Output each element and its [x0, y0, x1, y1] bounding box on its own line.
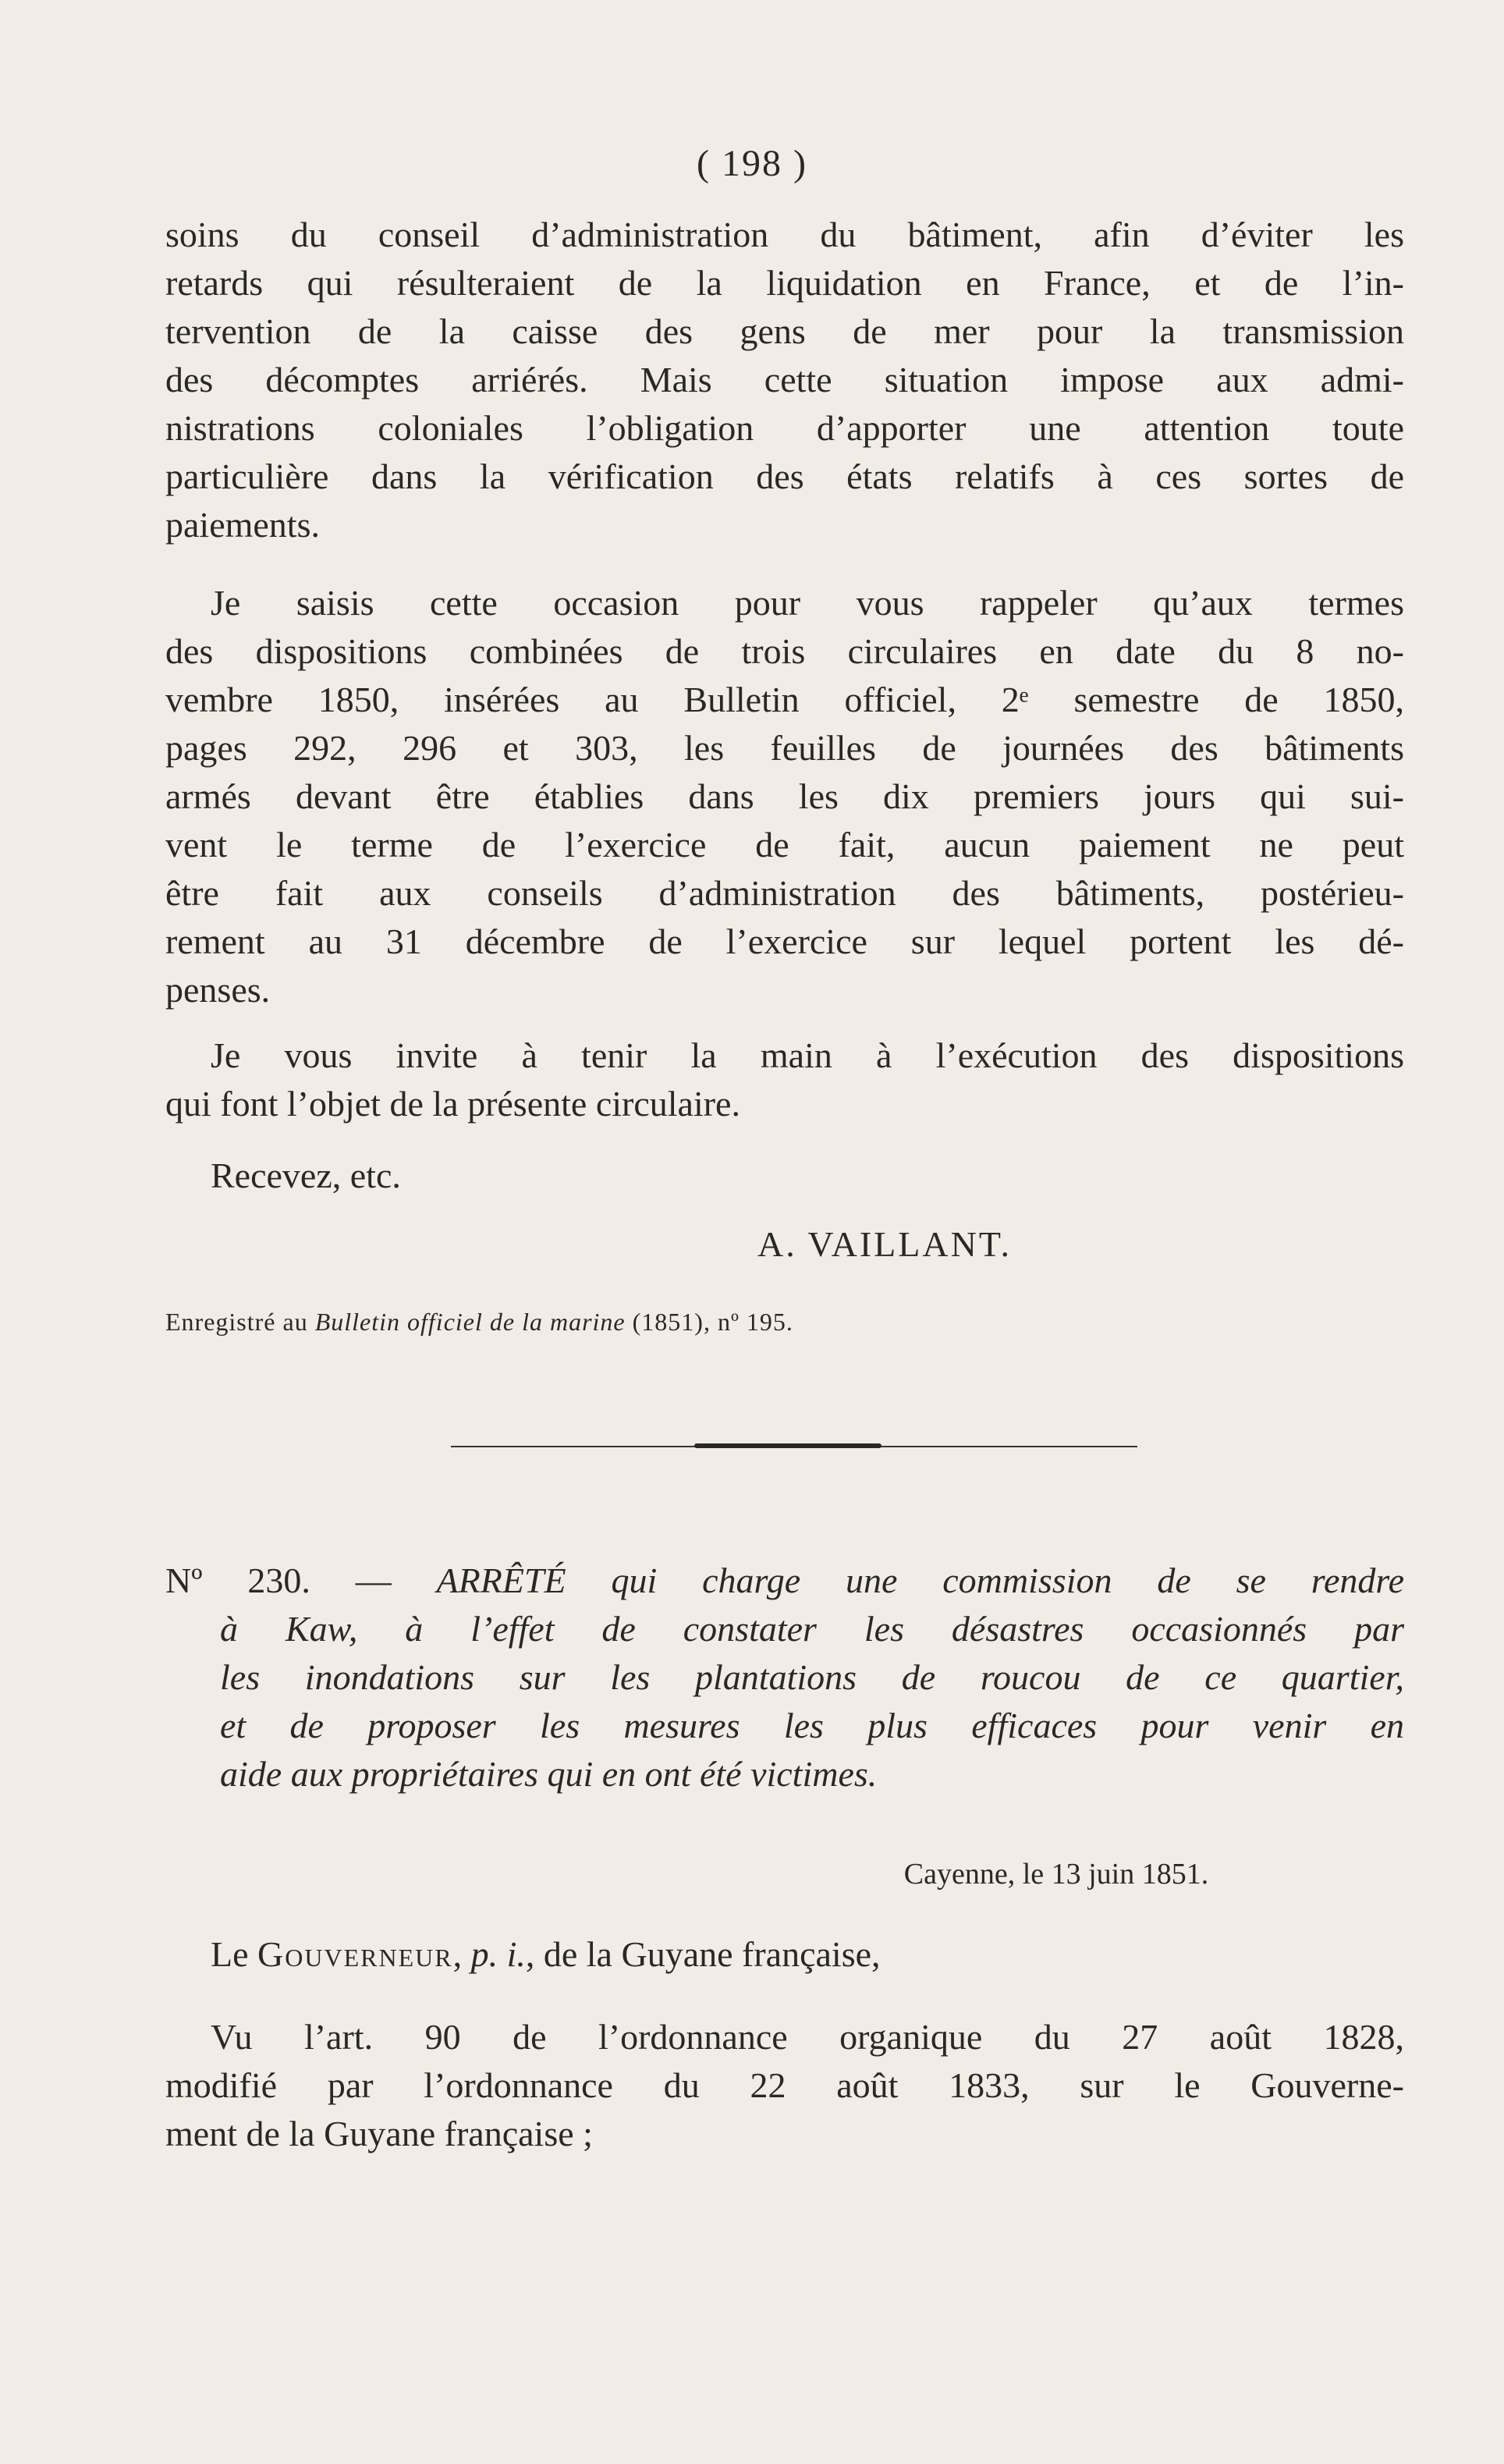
- text-line: Je saisis cette occasion pour vous rappeler qu’aux termes: [211, 583, 1404, 623]
- page-number: ( 198 ): [697, 143, 807, 184]
- text-line: armés devant être établies dans les dix premiers jours qui sui-: [165, 776, 1404, 816]
- governor-rest: , de la Guyane française,: [525, 1934, 881, 1974]
- text-line: modifié par l’ordonnance du 22 août 1833, sur le Gouverne-: [165, 2065, 1404, 2105]
- section-divider-center: [694, 1443, 881, 1448]
- text-line: tervention de la caisse des gens de mer pour la transmission: [165, 311, 1404, 351]
- arrete-text: les inondations sur les plantations de roucou de ce quartier,: [220, 1657, 1404, 1697]
- paragraph-3-text: [165, 1031, 1404, 1128]
- paragraph-2-text: [165, 579, 1404, 1014]
- paragraph-4: [165, 2013, 1404, 2158]
- arrete-line: [165, 1653, 1404, 1702]
- signature: [0, 1223, 1504, 1265]
- text-line: Je vous invite à tenir la main à l’exécution des dispositions: [211, 1035, 1404, 1075]
- arrete-text: aide aux propriétaires qui en ont été victimes.: [220, 1754, 878, 1794]
- signature-text: A. VAILLANT.: [757, 1224, 1013, 1264]
- paragraph-1: [165, 211, 1404, 549]
- registration-bulletin-title: Bulletin officiel de la marine: [314, 1308, 626, 1336]
- text-line: nistrations coloniales l’obligation d’apporter une attention toute: [165, 408, 1404, 448]
- text-line: des décomptes arriérés. Mais cette situation impose aux admi-: [165, 360, 1404, 399]
- arrete-line: [165, 1557, 1404, 1605]
- arrete-text: à Kaw, à l’effet de constater les désastres occasionnés par: [220, 1609, 1404, 1649]
- governor-title: Gouverneur: [257, 1934, 453, 1974]
- governor-pi: p. i.: [470, 1934, 526, 1974]
- place-date-text: Cayenne, le 13 juin 1851.: [903, 1858, 1209, 1891]
- registration-note: [165, 1308, 793, 1337]
- closing-line: [211, 1152, 1449, 1200]
- text-line: pages 292, 296 et 303, les feuilles de journées des bâtiments: [165, 728, 1404, 768]
- text-line: retards qui résulteraient de la liquidation en France, et de l’in-: [165, 263, 1404, 303]
- place-date: [0, 1857, 1504, 1891]
- arrete-text: et de proposer les mesures les plus efficaces pour venir en: [220, 1706, 1404, 1745]
- text-line: des dispositions combinées de trois circulaires en date du 8 no-: [165, 631, 1404, 671]
- governor-line: [211, 1933, 881, 1975]
- closing-text: Recevez, etc.: [211, 1156, 401, 1195]
- text-line: vembre 1850, insérées au Bulletin officiel, 2ᵉ semestre de 1850,: [165, 680, 1404, 719]
- arrete-line: [165, 1605, 1404, 1653]
- text-line: Vu l’art. 90 de l’ordonnance organique du 27 août 1828,: [211, 2017, 1404, 2057]
- paragraph-4-text: [165, 2013, 1404, 2158]
- text-line: soins du conseil d’administration du bâtiment, afin d’éviter les: [165, 215, 1404, 254]
- text-line: paiements.: [165, 505, 320, 545]
- text-line: penses.: [165, 970, 271, 1010]
- text-line: particulière dans la vérification des états relatifs à ces sortes de: [165, 456, 1404, 496]
- governor-le: Le: [211, 1934, 258, 1974]
- text-line: vent le terme de l’exercice de fait, aucun paiement ne peut: [165, 825, 1404, 865]
- governor-comma: ,: [452, 1934, 471, 1974]
- arrete-line: [165, 1702, 1404, 1750]
- paragraph-2: [165, 579, 1404, 1014]
- text-line: être fait aux conseils d’administration des bâtiments, postérieu-: [165, 873, 1404, 913]
- registration-suffix: (1851), nº 195.: [625, 1308, 793, 1336]
- text-line: ment de la Guyane française ;: [165, 2114, 593, 2153]
- arrete-text: ARRÊTÉ qui charge une commission de se rendre: [436, 1560, 1404, 1600]
- registration-prefix: Enregistré au: [165, 1308, 315, 1336]
- arrete-number: Nº 230. —: [165, 1560, 437, 1600]
- text-line: rement au 31 décembre de l’exercice sur lequel portent les dé-: [165, 921, 1404, 961]
- text-line: qui font l’objet de la présente circulaire.: [165, 1084, 740, 1124]
- arrete-heading: [165, 1557, 1404, 1798]
- arrete-line: [165, 1750, 1404, 1798]
- paragraph-1-text: [165, 211, 1404, 549]
- paragraph-3: [165, 1031, 1404, 1128]
